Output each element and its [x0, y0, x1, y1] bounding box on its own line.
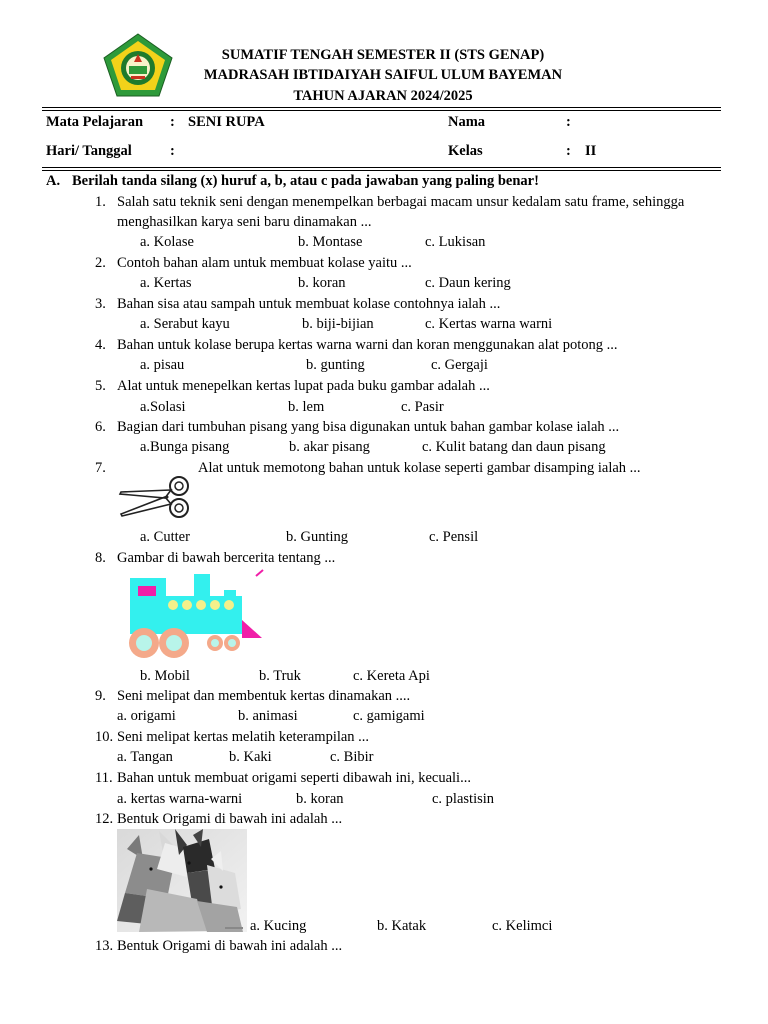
option-a: a.Bunga pisang [140, 439, 230, 455]
day-colon: : [170, 143, 175, 159]
question-number: 12. [95, 811, 114, 827]
option-a: b. Mobil [140, 668, 190, 684]
option-b: b. koran [298, 275, 346, 291]
option-a: a. Cutter [140, 529, 190, 545]
name-colon: : [566, 114, 571, 130]
question-number: 5. [95, 378, 106, 394]
question-number: 10. [95, 729, 114, 745]
question-text: Salah satu teknik seni dengan menempelkan berbagai macam unsur kedalam satu frame, sehingga [117, 194, 685, 210]
info-rule-2 [42, 170, 721, 171]
option-c: c. Bibir [330, 749, 374, 765]
train-illustration [124, 566, 266, 662]
question-text: Seni melipat dan membentuk kertas dinamakan .... [117, 688, 411, 704]
class-value: II [585, 143, 597, 159]
option-c: c. Kereta Api [353, 668, 430, 684]
question-number: 11. [95, 770, 113, 786]
option-c: c. Pasir [401, 399, 444, 415]
option-c: c. Gergaji [431, 357, 488, 373]
question-number: 2. [95, 255, 106, 271]
option-c: c. Kulit batang dan daun pisang [422, 439, 606, 455]
option-b: b. Montase [298, 234, 363, 250]
option-c: c. Kertas warna warni [425, 316, 553, 332]
option-c: c. Pensil [429, 529, 479, 545]
option-a: a. Tangan [117, 749, 173, 765]
question-number: 8. [95, 550, 106, 566]
class-label: Kelas [448, 143, 483, 159]
question-number: 13. [95, 938, 114, 954]
section-letter: A. [46, 173, 61, 189]
question-text: Gambar di bawah bercerita tentang ... [117, 550, 336, 566]
option-a: a. kertas warna-warni [117, 791, 243, 807]
option-c: c. Daun kering [425, 275, 511, 291]
question-text: Bentuk Origami di bawah ini adalah ... [117, 811, 343, 827]
subject-label: Mata Pelajaran [46, 114, 144, 130]
subject-colon: : [170, 114, 175, 130]
scissors-illustration [117, 474, 197, 520]
question-text: Bagian dari tumbuhan pisang yang bisa digunakan untuk bahan gambar kolase ialah ... [117, 419, 620, 435]
option-a: a. Kucing [250, 918, 307, 934]
question-number: 3. [95, 296, 106, 312]
option-c: c. Lukisan [425, 234, 486, 250]
option-c: c. plastisin [432, 791, 495, 807]
option-b: b. koran [296, 791, 344, 807]
option-b: b. gunting [306, 357, 365, 373]
question-text: Contoh bahan alam untuk membuat kolase yaitu ... [117, 255, 412, 271]
name-label: Nama [448, 114, 486, 130]
question-text: Alat untuk memotong bahan untuk kolase seperti gambar disamping ialah ... [198, 460, 641, 476]
question-number: 7. [95, 460, 106, 476]
option-c: c. Kelimci [492, 918, 553, 934]
question-number: 9. [95, 688, 106, 704]
option-a: a. pisau [140, 357, 185, 373]
info-rule-1 [42, 167, 721, 168]
question-text: Alat untuk menepelkan kertas lupat pada buku gambar adalah ... [117, 378, 490, 394]
option-a: a.Solasi [140, 399, 186, 415]
option-a: a. Kolase [140, 234, 194, 250]
question-text: Bentuk Origami di bawah ini adalah ... [117, 938, 343, 954]
subject-value: SENI RUPA [188, 114, 265, 130]
question-text: Bahan untuk membuat origami seperti dibawah ini, kecuali... [117, 770, 471, 786]
option-b: b. animasi [238, 708, 298, 724]
option-a: a. origami [117, 708, 176, 724]
question-text: Seni melipat kertas melatih keterampilan ... [117, 729, 370, 745]
section-instruction: Berilah tanda silang (x) huruf a, b, atau c pada jawaban yang paling benar! [72, 173, 539, 189]
option-c: c. gamigami [353, 708, 425, 724]
option-b: b. Gunting [286, 529, 349, 545]
question-number: 4. [95, 337, 106, 353]
header-rule-top-2 [42, 110, 721, 111]
header-line-2: MADRASAH IBTIDAIYAH SAIFUL ULUM BAYEMAN [203, 67, 563, 83]
option-b: b. lem [288, 399, 325, 415]
option-b: b. Truk [259, 668, 301, 684]
question-number: 1. [95, 194, 106, 210]
header-rule-top [42, 107, 721, 108]
question-text: Bahan untuk kolase berupa kertas warna warni dan koran menggunakan alat potong ... [117, 337, 618, 353]
option-b: b. biji-bijian [302, 316, 374, 332]
day-label: Hari/ Tanggal [46, 143, 132, 159]
question-text-continued: menghasilkan karya seni baru dinamakan ... [117, 214, 372, 230]
header-line-3: TAHUN AJARAN 2024/2025 [293, 88, 473, 104]
option-b: b. akar pisang [289, 439, 370, 455]
option-b: b. Kaki [229, 749, 272, 765]
header-line-1: SUMATIF TENGAH SEMESTER II (STS GENAP) [221, 47, 545, 63]
option-a: a. Serabut kayu [140, 316, 230, 332]
option-b: b. Katak [377, 918, 427, 934]
option-a: a. Kertas [140, 275, 192, 291]
origami-rabbits-photo [117, 829, 247, 932]
question-text: Bahan sisa atau sampah untuk membuat kolase contohnya ialah ... [117, 296, 501, 312]
question-number: 6. [95, 419, 106, 435]
class-colon: : [566, 143, 571, 159]
